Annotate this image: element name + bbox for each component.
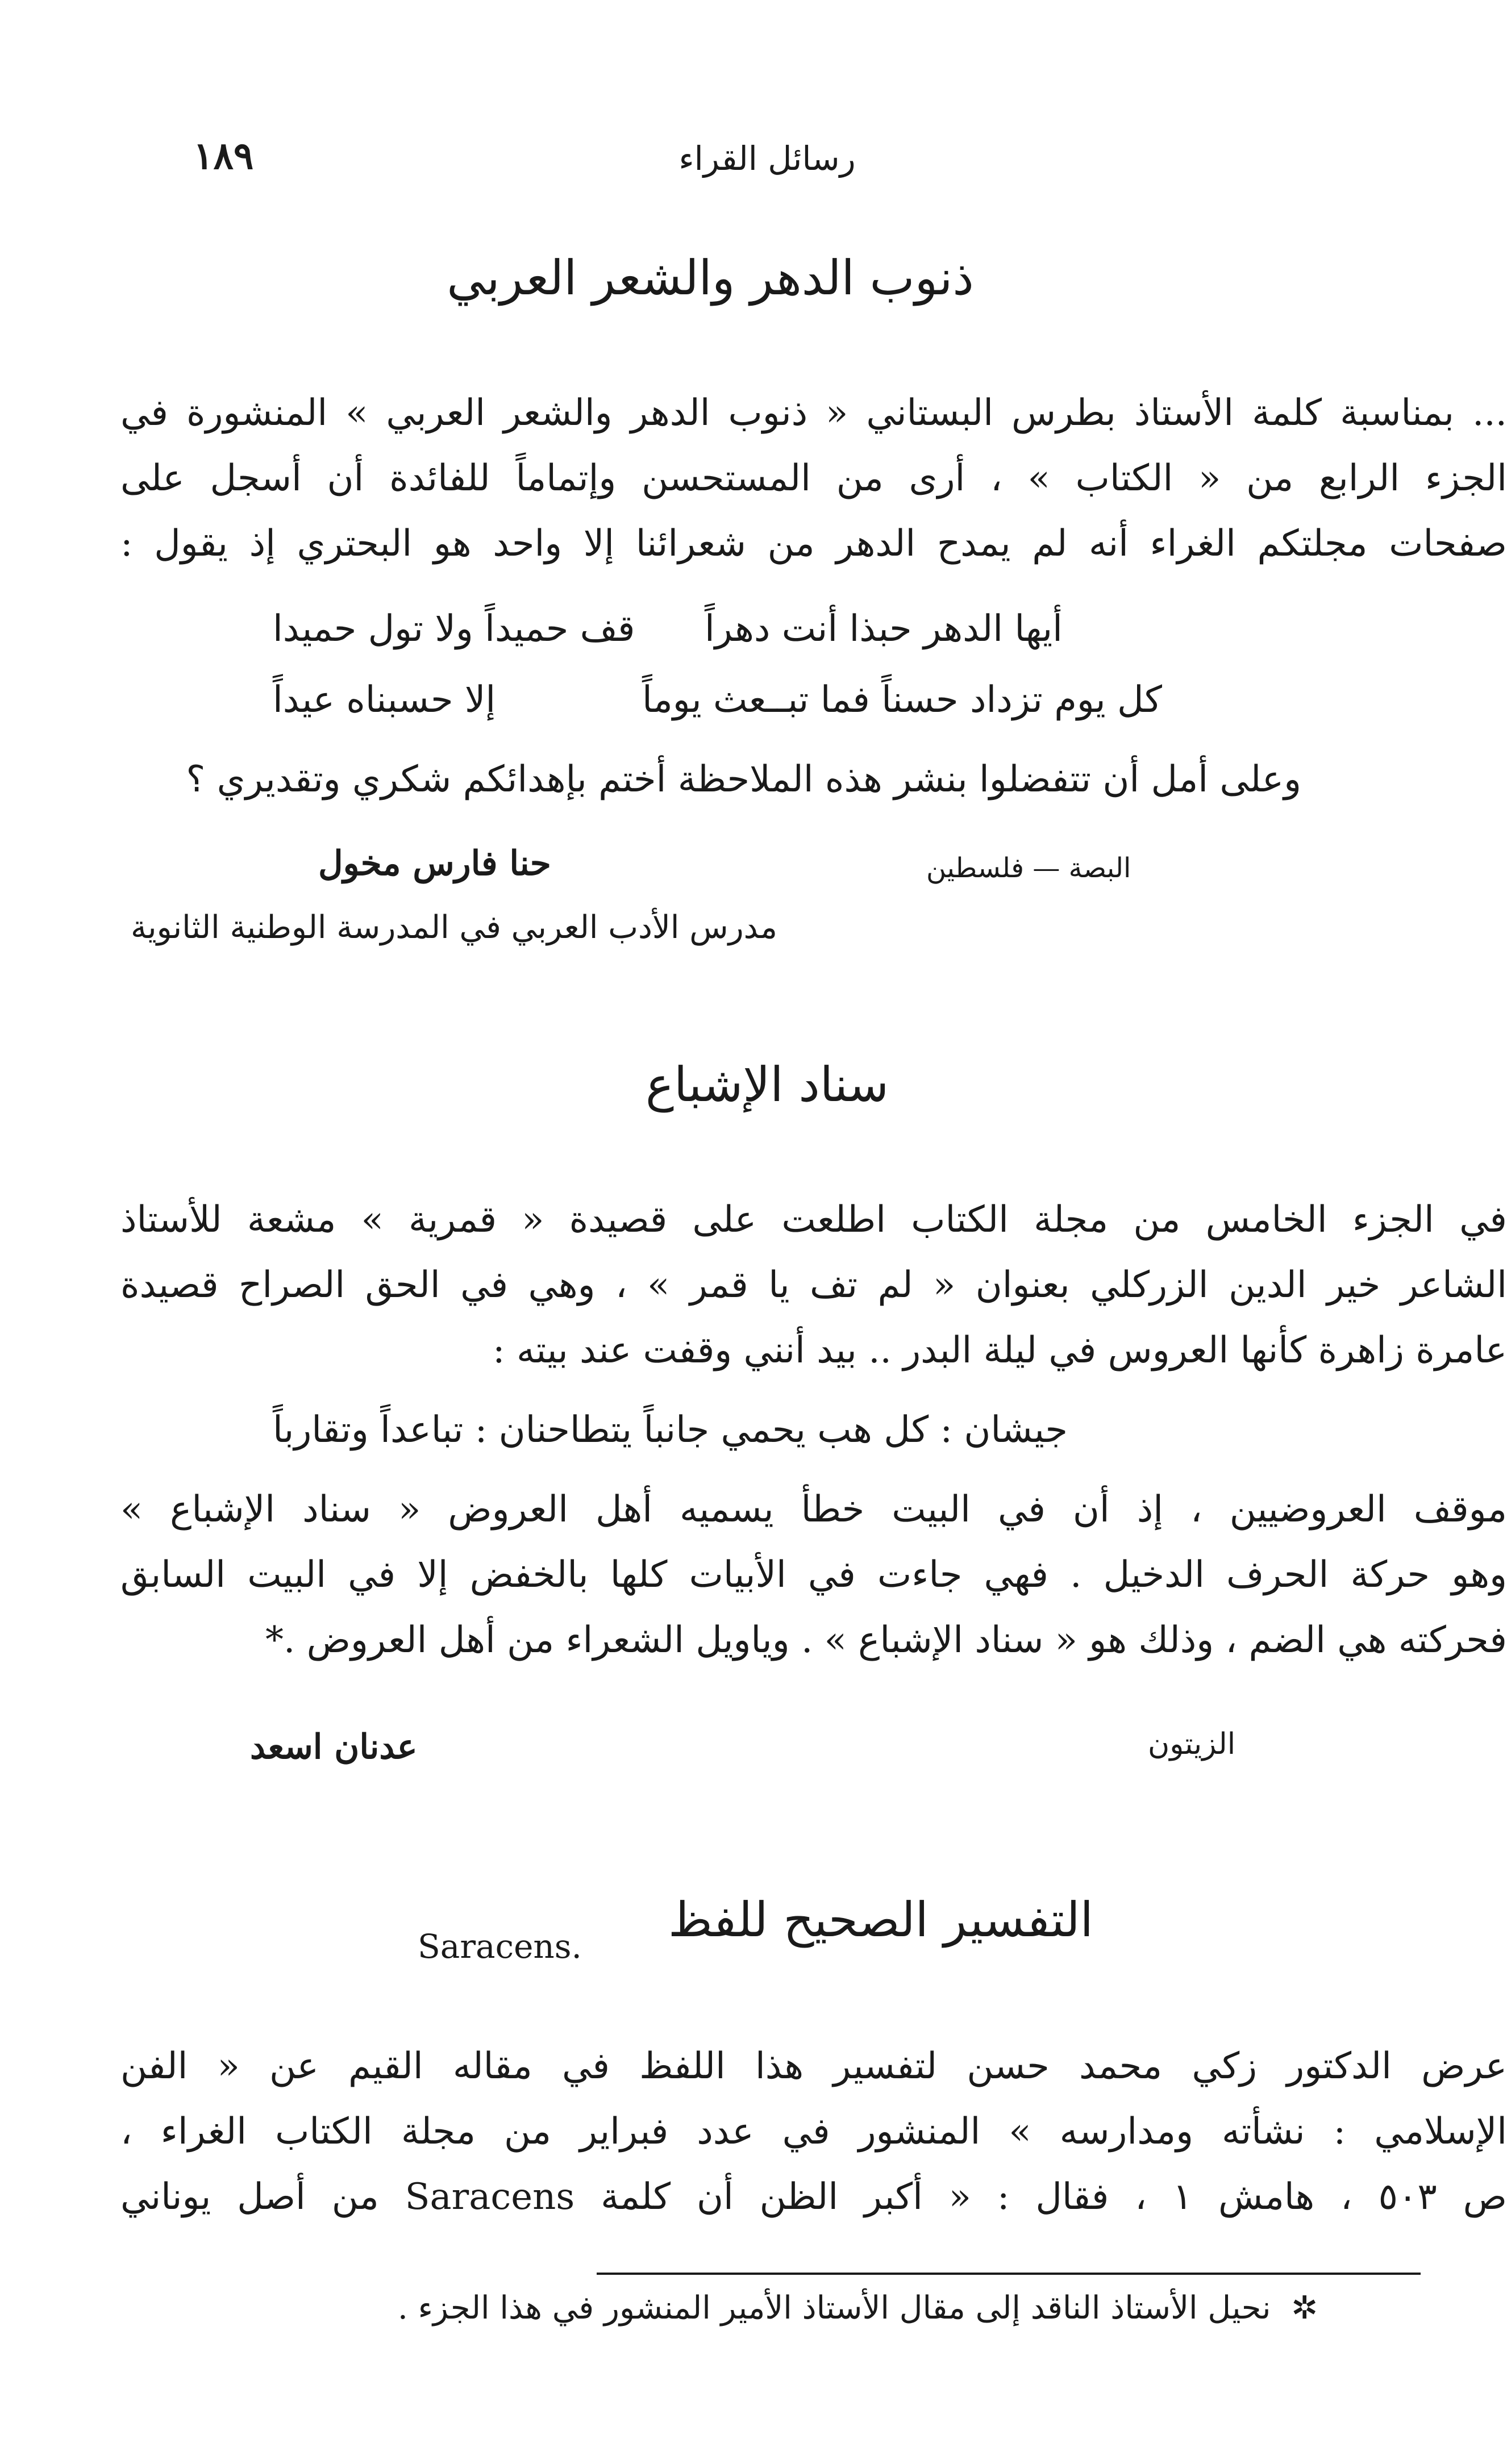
section-title-tafsir: التفسير الصحيح للفظ — [668, 1892, 1093, 1948]
paragraph-line: عامرة زاهرة كأنها العروس في ليلة البدر .. بيد أنني وقفت عند بيته : — [493, 1329, 1507, 1371]
section-title-latin: Saracens. — [418, 1927, 582, 1966]
paragraph-line: الإسلامي : نشأته ومدارسه » المنشور في عدد فبراير من مجلة الكتاب الغراء ، — [120, 2111, 1507, 2153]
running-title: رسائل القراء — [678, 139, 856, 178]
paragraph-line: الشاعر خير الدين الزركلي بعنوان « لم تف يا قمر » ، وهي في الحق الصراح قصيدة — [120, 1264, 1507, 1306]
closing-line: وعلى أمل أن تتفضلوا بنشر هذه الملاحظة أختم بإهدائكم شكري وتقديري ؟ — [186, 758, 1301, 801]
footnote — [398, 2290, 1318, 2327]
footnote-text: نحيل الأستاذ الناقد إلى مقال الأستاذ الأمير المنشور في هذا الجزء . — [398, 2290, 1271, 2327]
section-title-dhunub: ذنوب الدهر والشعر العربي — [447, 250, 974, 306]
sender-signature: حنا فارس مخول — [318, 844, 551, 883]
page-number: ١٨٩ — [193, 134, 254, 178]
paragraph-line: وهو حركة الحرف الدخيل . فهي جاءت في الأبيات كلها بالخفض إلا في البيت السابق — [120, 1554, 1507, 1596]
paragraph-line: فحركته هي الضم ، وذلك هو « سناد الإشباع » . وياويل الشعراء من أهل العروض .* — [265, 1619, 1507, 1661]
verse-hemistich-second: إلا حسبناه عيداً — [273, 679, 496, 721]
section-title-sinad: سناد الإشباع — [645, 1057, 889, 1112]
paragraph-line: ص ٥٠٣ ، هامش ١ ، فقال : « أكبر الظن أن كلمة Saracens من أصل يوناني — [120, 2176, 1507, 2218]
verse-line: جيشان : كل هب يحمي جانباً يتطاحنان : تباعداً وتقارباً — [273, 1409, 1068, 1451]
sender-affiliation: مدرس الأدب العربي في المدرسة الوطنية الثانوية — [131, 909, 778, 946]
verse-hemistich-first: أيها الدهر حبذا أنت دهراً — [705, 608, 1063, 650]
sender-place: الزيتون — [1148, 1727, 1236, 1761]
sender-place: البصة — فلسطين — [926, 852, 1131, 884]
paragraph-line: الجزء الرابع من « الكتاب » ، أرى من المستحسن وإتماماً للفائدة أن أسجل على — [120, 457, 1507, 499]
paragraph-line: موقف العروضيين ، إذ أن في البيت خطأ يسميه أهل العروض « سناد الإشباع » — [120, 1489, 1507, 1531]
footnote-divider — [597, 2273, 1421, 2275]
verse-hemistich-first: كل يوم تزداد حسناً فما تبــعث يوماً — [642, 679, 1162, 721]
sender-signature: عدنان اسعد — [250, 1727, 418, 1767]
paragraph-line: في الجزء الخامس من مجلة الكتاب اطلعت على قصيدة « قمرية » مشعة للأستاذ — [120, 1199, 1507, 1241]
footnote-star-icon: ✲ — [1291, 2290, 1318, 2327]
paragraph-line: صفحات مجلتكم الغراء أنه لم يمدح الدهر من شعرائنا إلا واحد هو البحتري إذ يقول : — [120, 523, 1507, 565]
paragraph-line: عرض الدكتور زكي محمد حسن لتفسير هذا اللفظ في مقاله القيم عن « الفن — [120, 2045, 1507, 2087]
paragraph-line: ... بمناسبة كلمة الأستاذ بطرس البستاني « ذنوب الدهر والشعر العربي » المنشورة في — [120, 392, 1507, 434]
verse-hemistich-second: قف حميداً ولا تول حميدا — [273, 608, 635, 650]
